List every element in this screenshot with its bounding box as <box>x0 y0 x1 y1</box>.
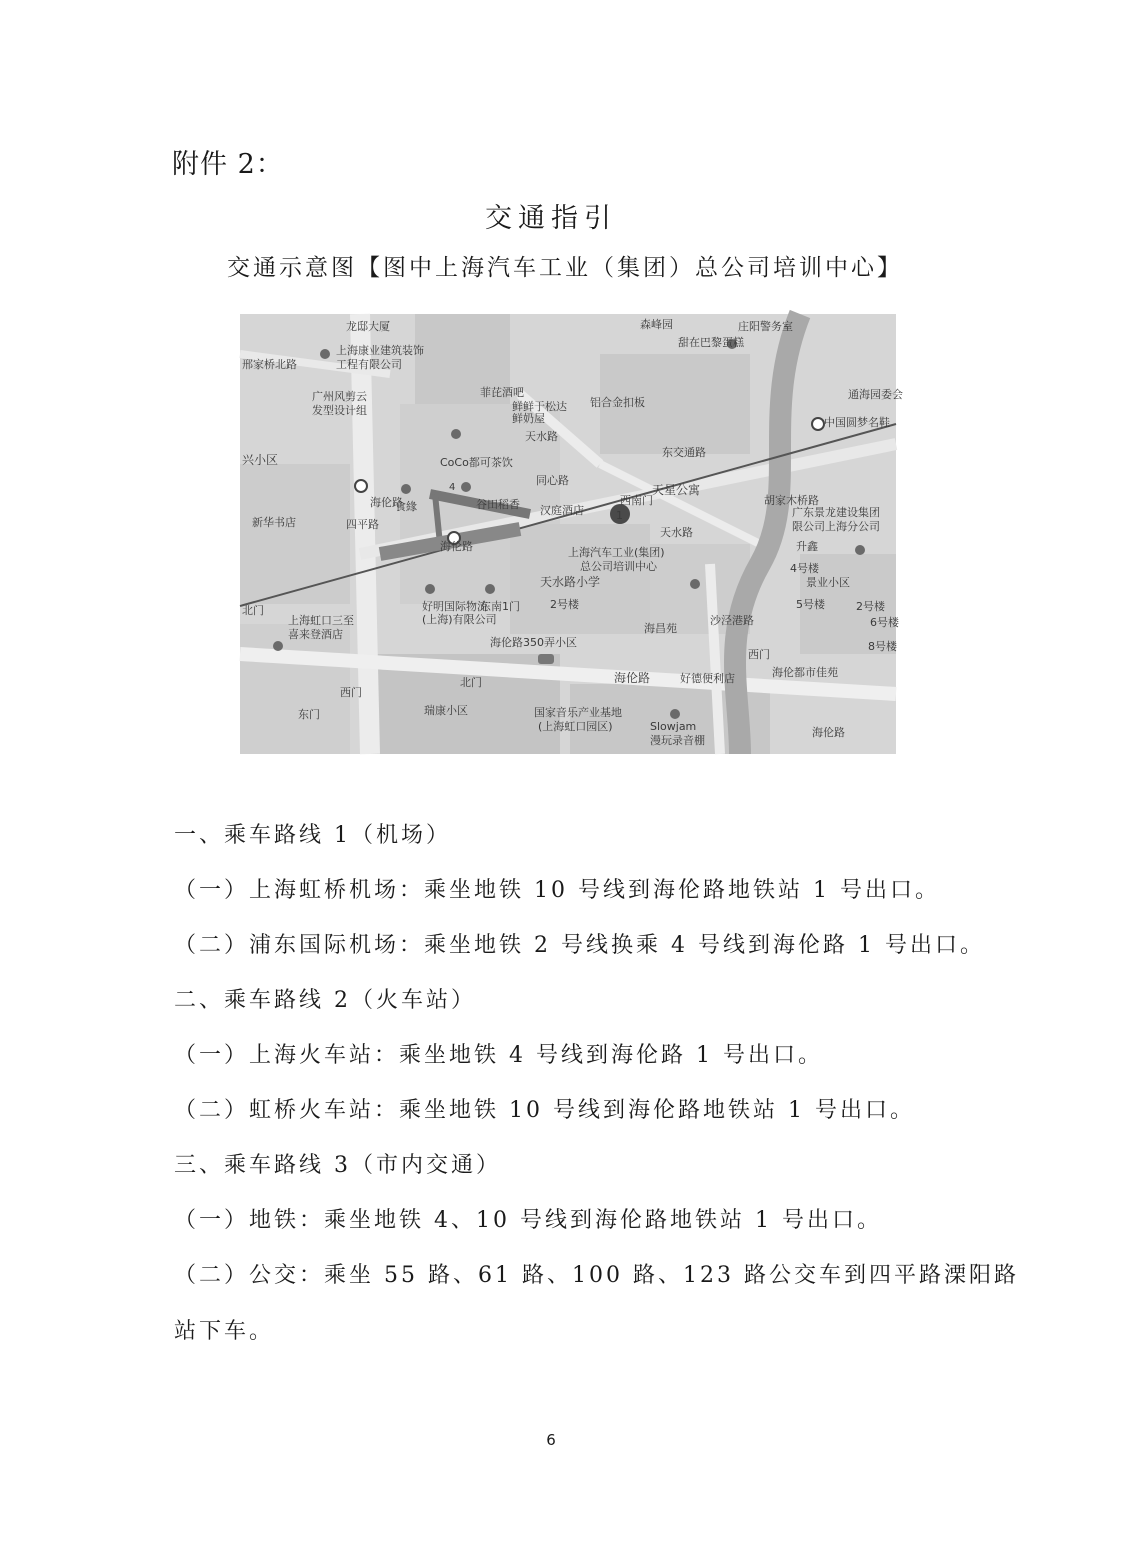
map-label: 天星公寓 <box>652 483 701 497</box>
map-label: 西门 <box>340 686 362 699</box>
map-label: 好德便利店 <box>680 672 735 685</box>
map-label: 北门 <box>242 604 264 617</box>
map-label: 海伦路 <box>440 540 473 553</box>
map-label: 8号楼 <box>868 640 897 653</box>
map-label: 四平路 <box>346 518 379 531</box>
poi-icon <box>401 484 411 494</box>
map-label: CoCo都可茶饮 <box>440 456 513 469</box>
map-label: 瑞康小区 <box>424 704 468 717</box>
map-label: Slowjam <box>650 720 697 733</box>
map-label: 谷田稻香 <box>476 498 520 511</box>
map-label: 工程有限公司 <box>336 358 402 371</box>
route-item: （一）上海火车站：乘坐地铁 4 号线到海伦路 1 号出口。 <box>174 1043 823 1068</box>
route-item: （一）地铁：乘坐地铁 4、10 号线到海伦路地铁站 1 号出口。 <box>174 1208 882 1233</box>
map-label: 发型设计组 <box>312 404 367 417</box>
map-label: 限公司上海分公司 <box>792 520 880 533</box>
poi-icon <box>461 482 471 492</box>
map-label: 2号楼 <box>550 598 579 611</box>
map-label: 海昌苑 <box>644 622 677 635</box>
map-caption: 交通示意图【图中上海汽车工业（集团）总公司培训中心】 <box>227 255 903 281</box>
route-item: （二）虹桥火车站：乘坐地铁 10 号线到海伦路地铁站 1 号出口。 <box>174 1098 915 1123</box>
map-label: 总公司培训中心 <box>580 560 657 573</box>
map-label: 4号楼 <box>790 562 819 575</box>
map-label: 好明国际物流 <box>422 600 488 613</box>
map-label: 食緣 <box>395 500 417 513</box>
map-label: 北门 <box>460 676 482 689</box>
poi-icon <box>670 709 680 719</box>
attachment-label: 附件 2： <box>172 149 284 180</box>
section-heading-2: 二、乘车路线 2（火车站） <box>174 988 476 1013</box>
map-label: 通海园委会 <box>848 388 903 401</box>
section-heading-3: 三、乘车路线 3（市内交通） <box>174 1153 501 1178</box>
map-label: 龙邸大厦 <box>346 320 390 333</box>
poi-icon <box>425 584 435 594</box>
map-label: 海伦路 <box>614 671 651 685</box>
poi-icon <box>485 584 495 594</box>
map-label: 庄阳警务室 <box>738 320 793 333</box>
map-label: 森峰园 <box>640 318 673 331</box>
map-label: 海伦路 <box>370 496 403 509</box>
poi-icon <box>690 579 700 589</box>
map-label: 兴小区 <box>242 453 279 467</box>
map-label: 天水路 <box>660 526 693 539</box>
map-label: 菲芘酒吧 <box>480 386 524 399</box>
metro-station-icon <box>812 418 824 430</box>
map-label: 广东景龙建设集团 <box>792 506 880 519</box>
map-label: 西南门 <box>620 494 653 507</box>
map-label: 东交通路 <box>662 446 706 459</box>
poi-icon <box>320 349 330 359</box>
route-item: （二）浦东国际机场：乘坐地铁 2 号线换乘 4 号线到海伦路 1 号出口。 <box>174 933 985 958</box>
map-label: 喜来登酒店 <box>288 628 343 641</box>
map-label: 胡家木桥路 <box>764 494 819 507</box>
map-label: 上海汽车工业(集团) <box>568 546 665 559</box>
map-label: 东南1门 <box>480 600 520 613</box>
map-label: 景业小区 <box>806 576 850 589</box>
map-marker-number: 1 <box>616 509 623 522</box>
bus-stop-icon <box>538 654 554 664</box>
map-label: 上海康业建筑装饰 <box>336 344 424 357</box>
page-title: 交通指引 <box>485 203 617 234</box>
map-metro-line-number: 4 <box>449 482 456 493</box>
map-label: 汉庭酒店 <box>540 504 584 517</box>
map-label: (上海虹口园区) <box>538 720 613 733</box>
map-label: 新华书店 <box>252 516 296 529</box>
poi-icon <box>273 641 283 651</box>
map-graphic <box>240 314 903 754</box>
map-label: 天水路小学 <box>540 575 601 589</box>
map-label: 甜在巴黎蛋糕 <box>678 336 744 349</box>
poi-icon <box>451 429 461 439</box>
map-label: 鲜奶屋 <box>512 412 545 425</box>
route-item: （二）公交：乘坐 55 路、61 路、100 路、123 路公交车到四平路溧阳路 <box>174 1263 1019 1288</box>
route-item: （一）上海虹桥机场：乘坐地铁 10 号线到海伦路地铁站 1 号出口。 <box>174 878 940 903</box>
map-label: 鲜鲜于松达 <box>512 400 567 413</box>
map-label: 升鑫 <box>796 540 818 553</box>
map-label: 铝合金扣板 <box>590 396 645 409</box>
map-label: 漫玩录音棚 <box>650 734 705 747</box>
map-label: 5号楼 <box>796 598 825 611</box>
map-label: 海伦路 <box>812 726 845 739</box>
map-label: (上海)有限公司 <box>422 613 497 626</box>
map-label: 同心路 <box>536 474 569 487</box>
map-label: 东门 <box>298 708 320 721</box>
map-label: 海伦都市佳苑 <box>772 666 838 679</box>
poi-icon <box>855 545 865 555</box>
map-label: 沙泾港路 <box>710 614 754 627</box>
route-item-continuation: 站下车。 <box>174 1319 275 1344</box>
map-label: 天水路 <box>525 430 558 443</box>
map-label: 海伦路350弄小区 <box>490 636 577 649</box>
map-label: 6号楼 <box>870 616 899 629</box>
page-number: 6 <box>546 1431 556 1449</box>
map-label: 广州风剪云 <box>312 390 367 403</box>
metro-station-icon <box>355 480 367 492</box>
traffic-map <box>240 314 903 754</box>
map-label: 西门 <box>748 648 770 661</box>
map-label: 上海虹口三至 <box>288 614 354 627</box>
map-label: 邢家桥北路 <box>242 358 297 371</box>
map-label: 中国圆梦名鞋 <box>824 416 890 429</box>
section-heading-1: 一、乘车路线 1（机场） <box>174 823 451 848</box>
map-label: 国家音乐产业基地 <box>534 706 622 719</box>
map-label: 2号楼 <box>856 600 885 613</box>
